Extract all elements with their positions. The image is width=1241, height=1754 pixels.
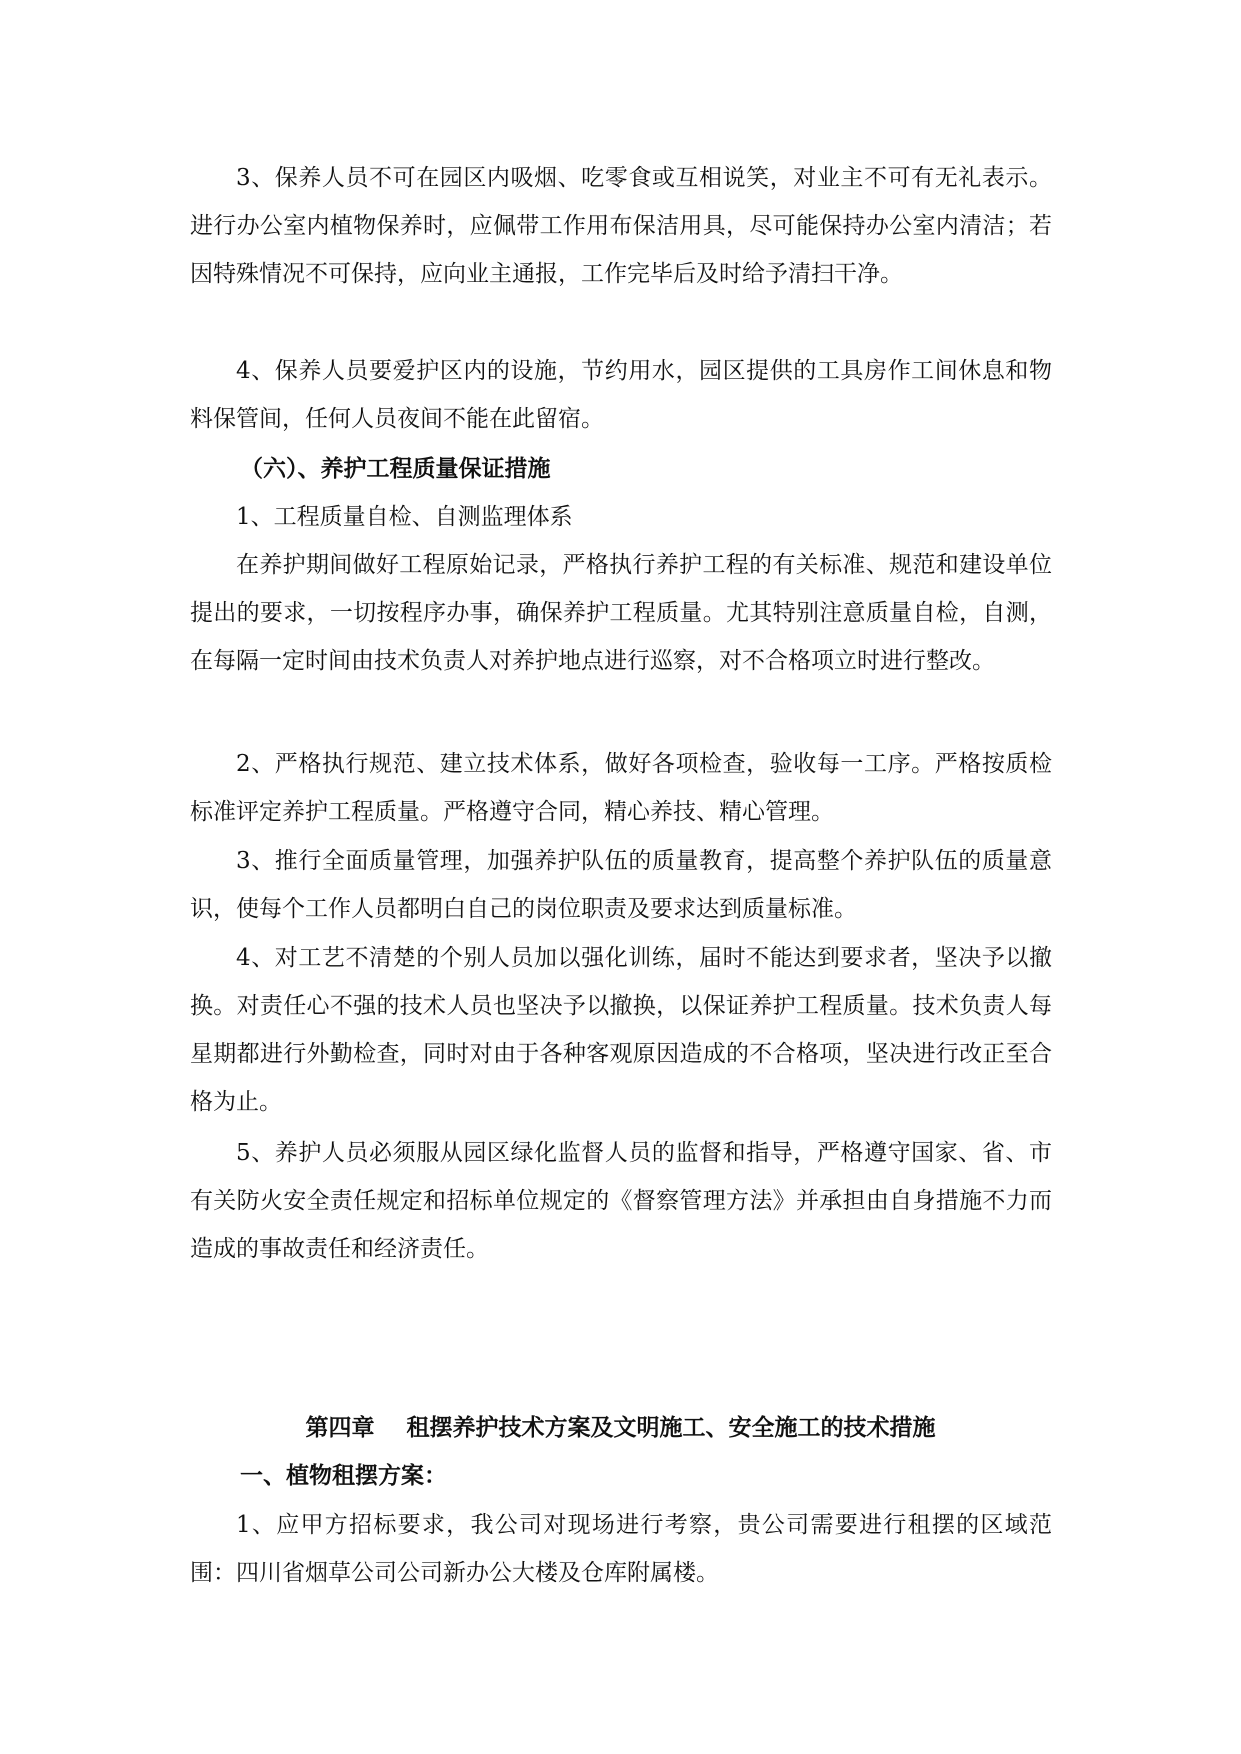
paragraph-self-inspection-body: 在养护期间做好工程原始记录，严格执行养护工程的有关标准、规范和建设单位提出的要求，一切按程序办事，确保养护工程质量。尤其特别注意质量自检，自测，在每隔一定时间由技术负责人对养护地点进行巡察，对不合格项立时进行整改。 [190, 552, 1052, 674]
paragraph-facility-care: 4、保养人员要爱护区内的设施，节约用水，园区提供的工具房作工间休息和物料保管间，任何人员夜间不能在此留宿。 [190, 358, 1052, 432]
chapter-title: 第四章 租摆养护技术方案及文明施工、安全施工的技术措施 [305, 1414, 936, 1441]
paragraph-training: 4、对工艺不清楚的个别人员加以强化训练，届时不能达到要求者，坚决予以撤换。对责任心不强的技术人员也坚决予以撤换，以保证养护工程质量。技术负责人每星期都进行外勤检查，同时对由于各种客观原因造成的不合格项，坚决进行改正至合格为止。 [190, 945, 1052, 1115]
paragraph-rental-scope: 1、应甲方招标要求，我公司对现场进行考察，贵公司需要进行租摆的区域范围：四川省烟草公司公司新办公大楼及仓库附属楼。 [190, 1512, 1052, 1586]
paragraph-standards: 2、严格执行规范、建立技术体系，做好各项检查，验收每一工序。严格按质检标准评定养护工程质量。严格遵守合同，精心养技、精心管理。 [190, 751, 1052, 825]
paragraph-supervision: 5、养护人员必须服从园区绿化监督人员的监督和指导，严格遵守国家、省、市有关防火安全责任规定和招标单位规定的《督察管理方法》并承担由自身措施不力而造成的事故责任和经济责任。 [190, 1140, 1052, 1262]
section-heading-quality-assurance: （六）、养护工程质量保证措施 [240, 455, 551, 482]
paragraph-maintenance-conduct: 3、保养人员不可在园区内吸烟、吃零食或互相说笑，对业主不可有无礼表示。进行办公室内植物保养时，应佩带工作用布保洁用具，尽可能保持办公室内清洁；若因特殊情况不可保持，应向业主通报，工作完毕后及时给予清扫干净。 [190, 165, 1052, 287]
paragraph-quality-management: 3、推行全面质量管理，加强养护队伍的质量教育，提高整个养护队伍的质量意识，使每个工作人员都明白自己的岗位职责及要求达到质量标准。 [190, 848, 1052, 922]
list-item-title-self-inspection: 1、工程质量自检、自测监理体系 [236, 504, 573, 530]
section-heading-plant-rental: 一、植物租摆方案： [240, 1462, 447, 1489]
